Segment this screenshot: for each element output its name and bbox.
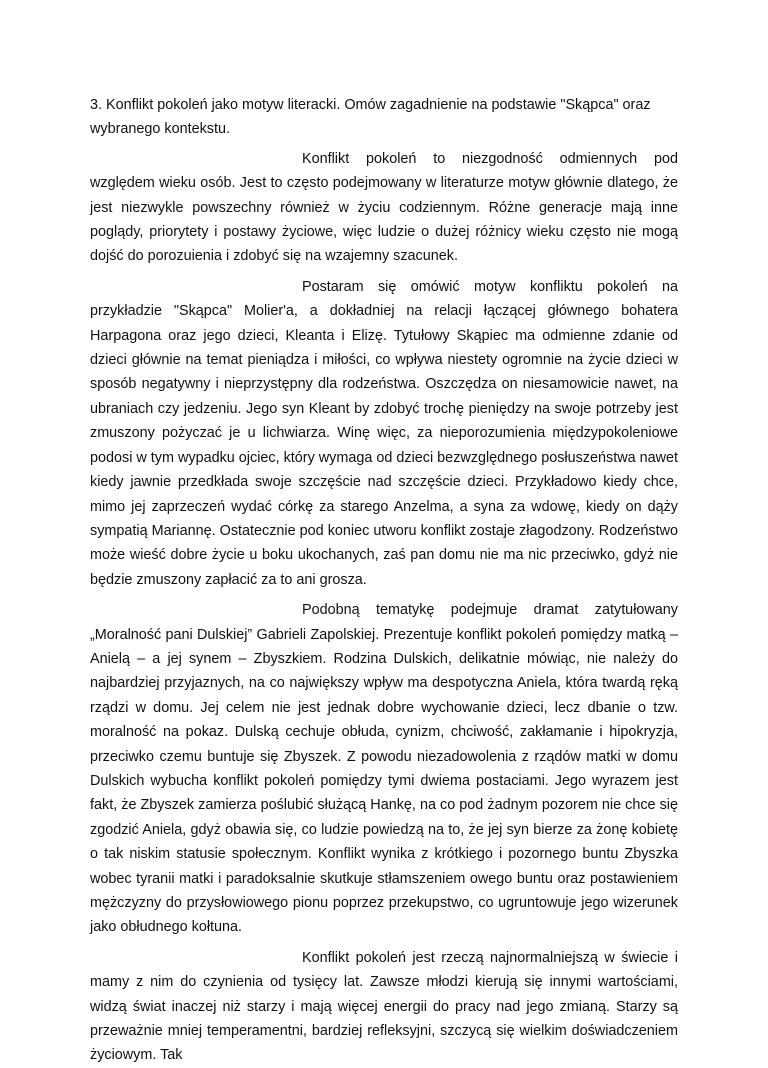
essay-question: 3. Konflikt pokoleń jako motyw literacki. Omów zagadnienie na podstawie "Skąpca" oraz wybranego kontekstu. <box>90 97 651 138</box>
paragraph-introduction: Konflikt pokoleń to niezgodność odmiennych pod względem wieku osób. Jest to często podejmowany w literaturze motyw głównie dlatego, że jest niezwykle powszechny również w życiu codziennym. Różne generacje mają inne poglądy, priorytety i postawy życiowe, więc ludzie o dużej różnicy wieku często nie mogą dojść do porozuienia i zdobyć się na wzajemny szacunek. <box>90 150 678 265</box>
paragraph-dulska: Podobną tematykę podejmuje dramat zatytułowany „Moralność pani Dulskiej” Gabrieli Zapolskiej. Prezentuje konflikt pokoleń pomiędzy matką – Anielą – a jej synem – Zbyszkiem. Rodzina Dulskich, delikatnie mówiąc, nie należy do najbardziej przyjaznych, na co największy wpływ ma despotyczna Aniela, która twardą ręką rządzi w domu. Jej celem nie jest jednak dobre wychowanie dzieci, lecz dbanie o tzw. moralność na pokaz. Dulską cechuje obłuda, cynizm, chciwość, zakłamanie i hipokryzja, przeciwko czemu buntuje się Zbyszek. Z powodu niezadowolenia z rządów matki w domu Dulskich wybucha konflikt pokoleń pomiędzy tymi dwiema postaciami. Jego wyrazem jest fakt, że Zbyszek zamierza poślubić służącą Hankę, na co pod żadnym pozorem nie chce się zgodzić Aniela, gdyż obawia się, co ludzie powiedzą na to, że jej syn bierze za żonę kobietę o tak niskim statusie społecznym. Konflikt wynika z krótkiego i pozornego buntu Zbyszka wobec tyranii matki i paradoksalnie skutkuje stłamszeniem owego buntu oraz postawieniem mężczyzny do przysłowiowego pionu poprzez przekupstwo, co ugruntowuje jego wizerunek jako obłudnego kołtuna. <box>90 602 678 936</box>
paragraph-conclusion: Konflikt pokoleń jest rzeczą najnormalniejszą w świecie i mamy z nim do czynienia od tysięcy lat. Zawsze młodzi kierują się innymi wartościami, widzą świat inaczej niż starzy i mają więcej energii do pracy nad jego zmianą. Starzy są przeważnie mniej temperamentni, bardziej refleksyjni, szczycą się wielkim doświadczeniem życiowym. Tak <box>90 949 678 1064</box>
document-page <box>90 93 678 1064</box>
paragraph-skapiec: Postaram się omówić motyw konfliktu pokoleń na przykładzie "Skąpca" Molier'a, a dokładniej na relacji łączącej głównego bohatera Harpagona oraz jego dzieci, Kleanta i Elizę. Tytułowy Skąpiec ma odmienne zdanie od dzieci głównie na temat pieniądza i miłości, co wpływa niestety ogromnie na życie dzieci w sposób negatywny i nieprzystępny dla rodzeństwa. Oszczędza on niesamowicie nawet, na ubraniach czy jedzeniu. Jego syn Kleant by zdobyć trochę pieniędzy na swoje potrzeby jest zmuszony pożyczać je u lichwiarza. Winę więc, za nieporozumienia międzypokoleniowe podosi w tym wypadku ojciec, który wymaga od dzieci bezwzględnego posłuszeństwa nawet kiedy jawnie przedkłada swoje szczęście nad szczęście dzieci. Przykładowo kiedy chce, mimo jej zaprzeczeń wydać córkę za starego Anzelma, a syna za wdowę, kiedy on dąży sympatią Mariannę. Ostatecznie pod koniec utworu konflikt zostaje złagodzony. Rodzeństwo może wieść dobre życie u boku ukochanych, zaś pan domu nie ma nic przeciwko, gdyż nie będzie zmuszony zapłacić za to ani grosza. <box>90 278 678 588</box>
